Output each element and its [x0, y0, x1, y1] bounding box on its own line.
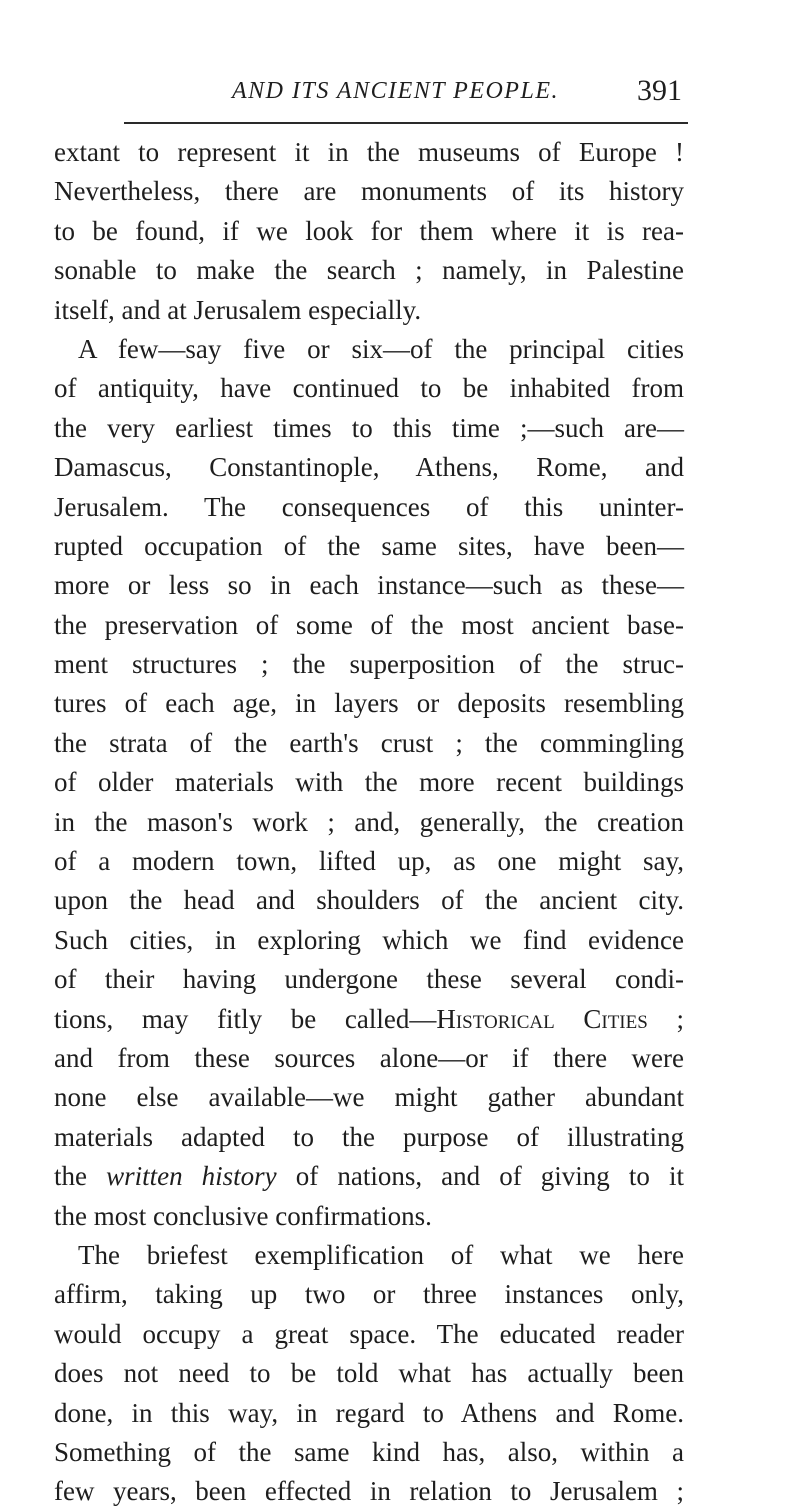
text-line: of a modern town, lifted up, as one might say,: [54, 846, 684, 877]
page-number: 391: [637, 74, 682, 107]
text-line: the most conclusive confirmations.: [54, 1200, 432, 1231]
text-line: affirm, taking up two or three instances only,: [54, 1279, 684, 1310]
running-head: [100, 74, 690, 114]
text-line: the very earliest times to this time ;—such are—: [54, 412, 684, 443]
text-line: to be found, if we look for them where it is rea-: [54, 215, 684, 246]
text-line: none else available—we might gather abundant: [54, 1082, 684, 1113]
text-line: and from these sources alone—or if there were: [54, 1042, 684, 1073]
text-segment: the: [54, 1161, 107, 1192]
running-head-title: AND ITS ANCIENT PEOPLE.: [232, 78, 559, 104]
text-line: upon the head and shoulders of the ancient city.: [54, 885, 684, 916]
text-line: Nevertheless, there are monuments of its history: [54, 176, 684, 207]
text-line: the preservation of some of the most ancient base-: [54, 609, 684, 640]
text-line: Jerusalem. The consequences of this uninter-: [54, 491, 684, 522]
text-line: sonable to make the search ; namely, in Palestine: [54, 255, 684, 286]
text-line: ment structures ; the superposition of the struc-: [54, 649, 684, 680]
text-line: does not need to be told what has actually been: [54, 1358, 684, 1389]
text-line: the strata of the earth's crust ; the commingling: [54, 727, 684, 758]
paragraph-start-line: The briefest exemplification of what we here: [78, 1239, 684, 1270]
text-line: few years, been effected in relation to Jerusalem ;: [54, 1476, 684, 1507]
text-line: extant to represent it in the museums of Europe !: [54, 137, 684, 167]
text-line: more or less so in each instance—such as these—: [54, 570, 684, 601]
text-line: done, in this way, in regard to Athens and Rome.: [54, 1397, 684, 1428]
text-segment: of nations, and of giving to it: [276, 1161, 684, 1192]
text-line: Something of the same kind has, also, within a: [54, 1436, 684, 1467]
text-line: materials adapted to the purpose of illustrating: [54, 1121, 684, 1152]
body-text: [54, 133, 684, 1512]
text-segment: ;: [647, 1003, 684, 1034]
paragraph-start-line: A few—say five or six—of the principal cities: [78, 333, 684, 364]
text-segment: tions, may fitly be called—: [54, 1003, 437, 1034]
written-history-term: written history: [106, 1161, 277, 1192]
text-line: tures of each age, in layers or deposits resembling: [54, 688, 684, 719]
text-line: of their having undergone these several condi-: [54, 964, 684, 995]
text-line: of older materials with the more recent buildings: [54, 767, 684, 798]
text-line: Damascus, Constantinople, Athens, Rome, and: [54, 452, 684, 483]
text-line: in the mason's work ; and, generally, the creation: [54, 806, 684, 837]
text-line-written-history: [54, 1157, 684, 1196]
text-line: of antiquity, have continued to be inhabited from: [54, 373, 684, 404]
text-line: rupted occupation of the same sites, have been—: [54, 530, 684, 561]
text-line: Such cities, in exploring which we find evidence: [54, 924, 684, 955]
text-line: would occupy a great space. The educated reader: [54, 1318, 684, 1349]
header-rule: [124, 122, 688, 124]
text-line: itself, and at Jerusalem especially.: [54, 294, 422, 325]
text-line-historical-cities: [54, 1000, 684, 1039]
historical-cities-term: Historical Cities: [436, 1003, 648, 1034]
